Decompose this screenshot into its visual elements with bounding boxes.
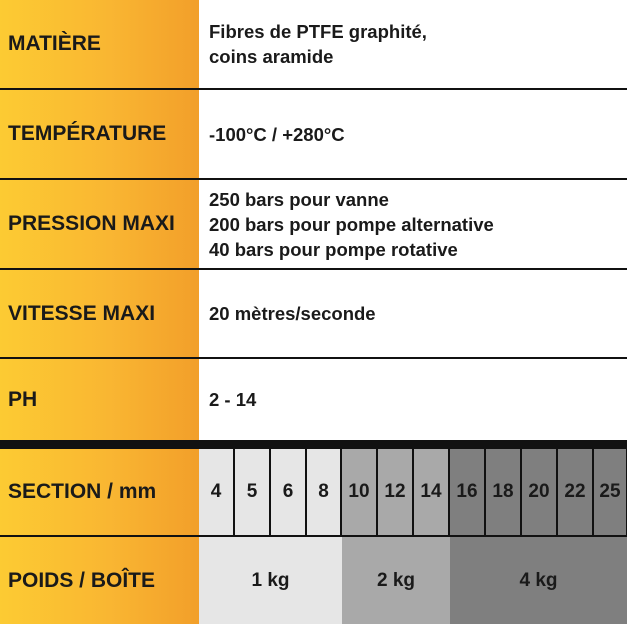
row-value-temperature — [199, 90, 627, 178]
section-cell: 8 — [307, 449, 340, 535]
row-label-weight: POIDS / BOÎTE — [0, 537, 199, 624]
row-label-temperature: TEMPÉRATURE — [0, 90, 199, 178]
section-cell: 25 — [594, 449, 626, 535]
section-divider — [0, 440, 627, 449]
weight-cells — [199, 537, 627, 624]
value-line: 20 mètres/seconde — [209, 303, 376, 324]
row-label-material: MATIÈRE — [0, 0, 199, 88]
spec-row-material — [0, 0, 627, 88]
row-value-ph — [199, 359, 627, 440]
weight-cell-4kg: 4 kg — [450, 537, 627, 624]
section-cell: 22 — [558, 449, 592, 535]
row-label-speed: VITESSE MAXI — [0, 270, 199, 357]
value-line: 200 bars pour pompe alternative — [209, 213, 494, 235]
section-cell: 4 — [199, 449, 233, 535]
spec-row-ph — [0, 359, 627, 440]
section-cell: 18 — [486, 449, 520, 535]
weight-cell-1kg: 1 kg — [199, 537, 342, 624]
section-cell: 5 — [235, 449, 269, 535]
section-cell: 12 — [378, 449, 412, 535]
value-line: 250 bars pour vanne — [209, 188, 389, 210]
value-line: -100°C / +280°C — [209, 123, 345, 145]
row-value-speed — [199, 270, 627, 357]
section-cell: 16 — [450, 449, 484, 535]
row-label-pressure: PRESSION MAXI — [0, 180, 199, 268]
section-cells — [199, 449, 627, 535]
row-label-section: SECTION / mm — [0, 449, 199, 535]
spec-row-weight — [0, 537, 627, 624]
spec-row-section — [0, 449, 627, 535]
spec-row-temperature — [0, 90, 627, 178]
row-value-pressure — [199, 180, 627, 268]
section-cell: 6 — [271, 449, 305, 535]
value-line: coins aramide — [209, 46, 334, 67]
section-cell: 10 — [342, 449, 376, 535]
section-cell: 20 — [522, 449, 556, 535]
weight-cell-2kg: 2 kg — [342, 537, 450, 624]
section-cell: 14 — [414, 449, 448, 535]
value-line: 40 bars pour pompe rotative — [209, 238, 458, 260]
value-line: 2 - 14 — [209, 389, 257, 410]
spec-row-speed — [0, 270, 627, 357]
spec-row-pressure — [0, 180, 627, 268]
row-label-ph: PH — [0, 359, 199, 440]
row-value-material — [199, 0, 627, 88]
value-line: Fibres de PTFE graphité, — [209, 21, 427, 42]
